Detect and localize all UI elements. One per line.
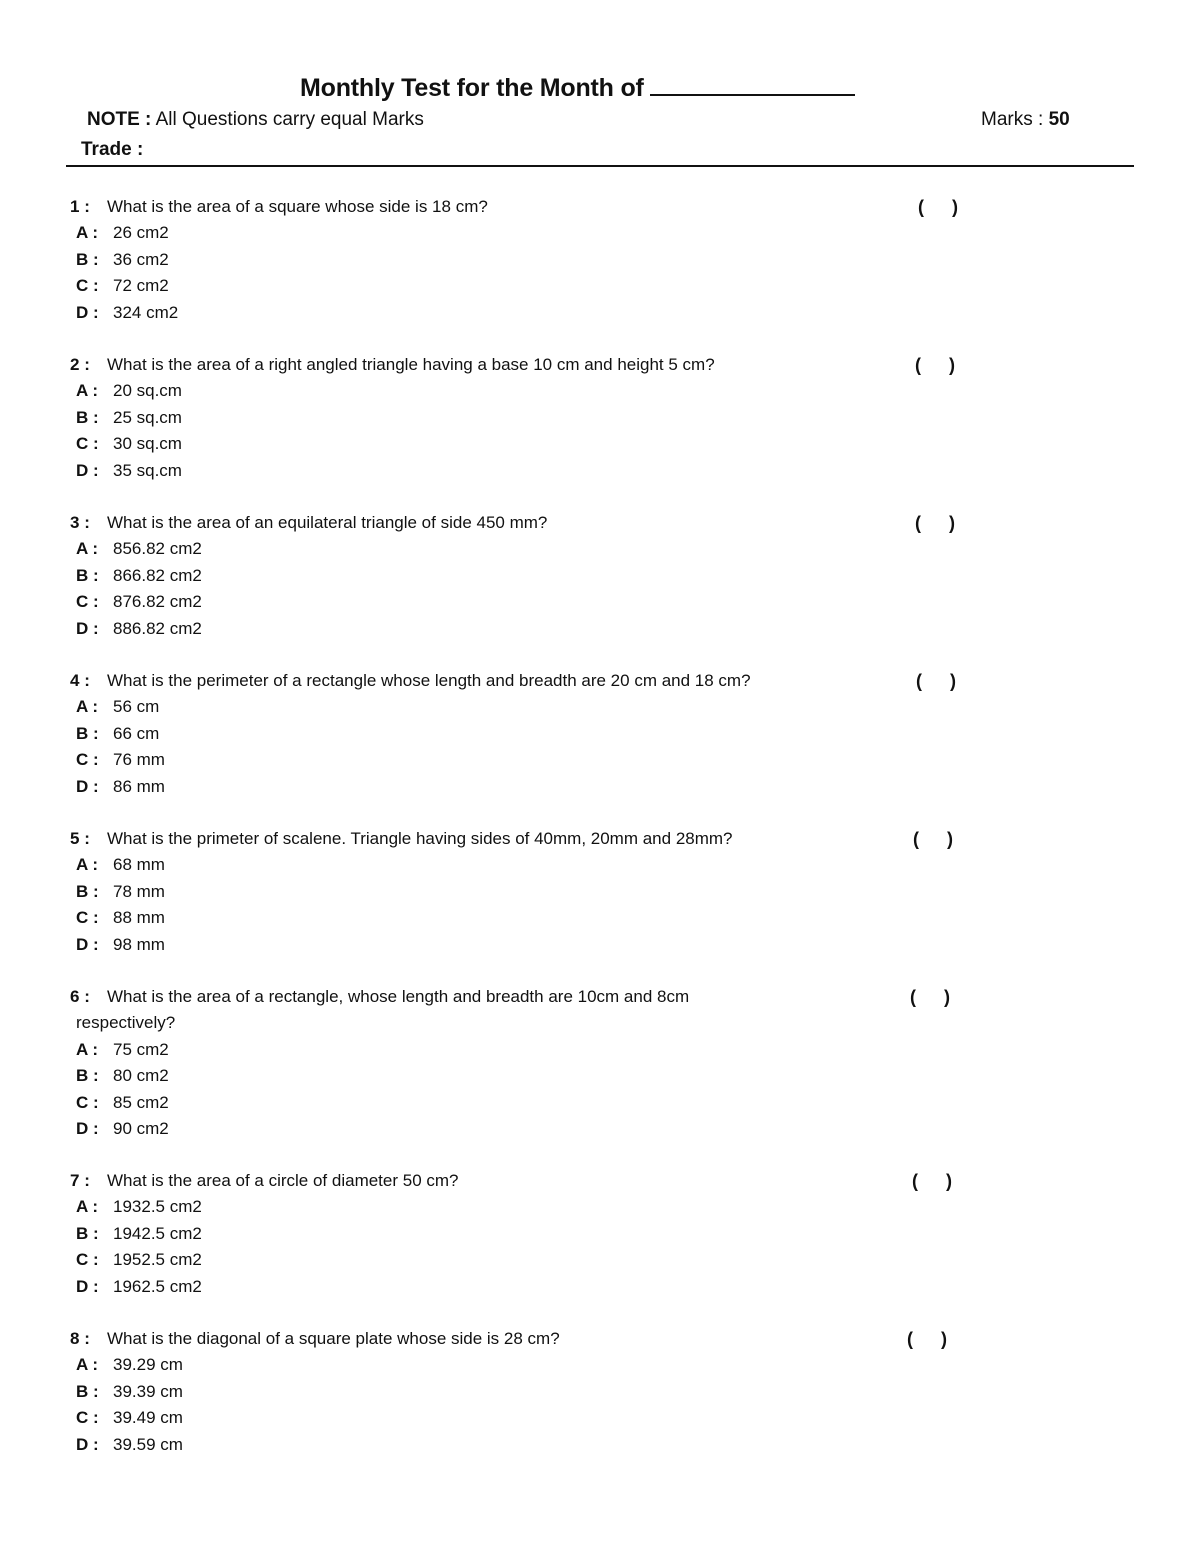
question-block — [70, 194, 970, 326]
option-a: A : 68 mm — [76, 855, 165, 875]
question-number: 4 : — [70, 671, 90, 690]
answer-bracket: ( ) — [913, 829, 953, 849]
question-text: What is the area of a square whose side is 18 cm? — [107, 197, 488, 216]
note-line — [87, 109, 424, 131]
option-d: D : 90 cm2 — [76, 1119, 169, 1139]
option-d: D : 886.82 cm2 — [76, 618, 202, 638]
option-b: B : 1942.5 cm2 — [76, 1223, 202, 1243]
answer-bracket: ( ) — [910, 987, 950, 1007]
question-text: What is the diagonal of a square plate whose side is 28 cm? — [107, 1329, 560, 1348]
trade-label: Trade : — [81, 139, 144, 160]
option-b: B : 866.82 cm2 — [76, 565, 202, 585]
answer-bracket: ( ) — [916, 671, 956, 691]
marks-label: Marks : — [981, 109, 1044, 130]
option-d: D : 324 cm2 — [76, 302, 179, 322]
question-block — [70, 826, 970, 958]
option-a: A : 75 cm2 — [76, 1039, 169, 1059]
question-block — [70, 984, 970, 1142]
question-text: What is the perimeter of a rectangle whose length and breadth are 20 cm and 18 cm? — [107, 671, 751, 690]
option-a: A : 1932.5 cm2 — [76, 1197, 202, 1217]
option-d: D : 86 mm — [76, 776, 165, 796]
marks-line — [981, 109, 1070, 131]
option-c: C : 72 cm2 — [76, 276, 169, 296]
option-c: C : 76 mm — [76, 750, 165, 770]
question-number: 3 : — [70, 513, 90, 532]
answer-bracket: ( ) — [915, 513, 955, 533]
option-d: D : 35 sq.cm — [76, 460, 182, 480]
option-b: B : 66 cm — [76, 723, 160, 743]
page-title — [300, 74, 855, 103]
option-b: B : 25 sq.cm — [76, 407, 182, 427]
answer-bracket: ( ) — [915, 355, 955, 375]
answer-bracket: ( ) — [912, 1171, 952, 1191]
option-a: A : 56 cm — [76, 697, 160, 717]
option-d: D : 98 mm — [76, 934, 165, 954]
answer-bracket: ( ) — [918, 197, 958, 217]
option-c: C : 85 cm2 — [76, 1092, 169, 1112]
question-number: 7 : — [70, 1171, 90, 1190]
question-text: What is the area of a rectangle, whose length and breadth are 10cm and 8cm — [107, 987, 690, 1006]
question-text: What is the area of an equilateral triangle of side 450 mm? — [107, 513, 548, 532]
option-c: C : 30 sq.cm — [76, 434, 182, 454]
title-text: Monthly Test for the Month of — [300, 74, 644, 102]
question-block — [70, 1326, 970, 1458]
month-blank-line — [650, 74, 855, 96]
option-d: D : 1962.5 cm2 — [76, 1276, 202, 1296]
header-divider — [66, 165, 1134, 167]
option-c: C : 876.82 cm2 — [76, 592, 202, 612]
option-a: A : 26 cm2 — [76, 223, 169, 243]
marks-value: 50 — [1048, 109, 1070, 130]
question-text: What is the area of a right angled triangle having a base 10 cm and height 5 cm? — [107, 355, 715, 374]
option-b: B : 80 cm2 — [76, 1066, 169, 1086]
question-block — [70, 510, 970, 642]
option-a: A : 20 sq.cm — [76, 381, 182, 401]
question-text: What is the primeter of scalene. Triangle having sides of 40mm, 20mm and 28mm? — [107, 829, 733, 848]
note-label: NOTE : — [87, 109, 152, 130]
option-d: D : 39.59 cm — [76, 1434, 183, 1454]
option-b: B : 36 cm2 — [76, 249, 169, 269]
answer-bracket: ( ) — [907, 1329, 947, 1349]
option-b: B : 78 mm — [76, 881, 165, 901]
question-number: 2 : — [70, 355, 90, 374]
question-number: 5 : — [70, 829, 90, 848]
note-text: All Questions carry equal Marks — [155, 109, 424, 130]
question-number: 1 : — [70, 197, 90, 216]
question-number: 6 : — [70, 987, 90, 1006]
question-number: 8 : — [70, 1329, 90, 1348]
option-b: B : 39.39 cm — [76, 1381, 183, 1401]
question-block — [70, 352, 970, 484]
option-c: C : 39.49 cm — [76, 1408, 183, 1428]
option-c: C : 1952.5 cm2 — [76, 1250, 202, 1270]
option-a: A : 39.29 cm — [76, 1355, 183, 1375]
question-block — [70, 668, 970, 800]
question-block — [70, 1168, 970, 1300]
option-a: A : 856.82 cm2 — [76, 539, 202, 559]
question-text-continued: respectively? — [76, 1013, 176, 1033]
option-c: C : 88 mm — [76, 908, 165, 928]
question-text: What is the area of a circle of diameter 50 cm? — [107, 1171, 459, 1190]
